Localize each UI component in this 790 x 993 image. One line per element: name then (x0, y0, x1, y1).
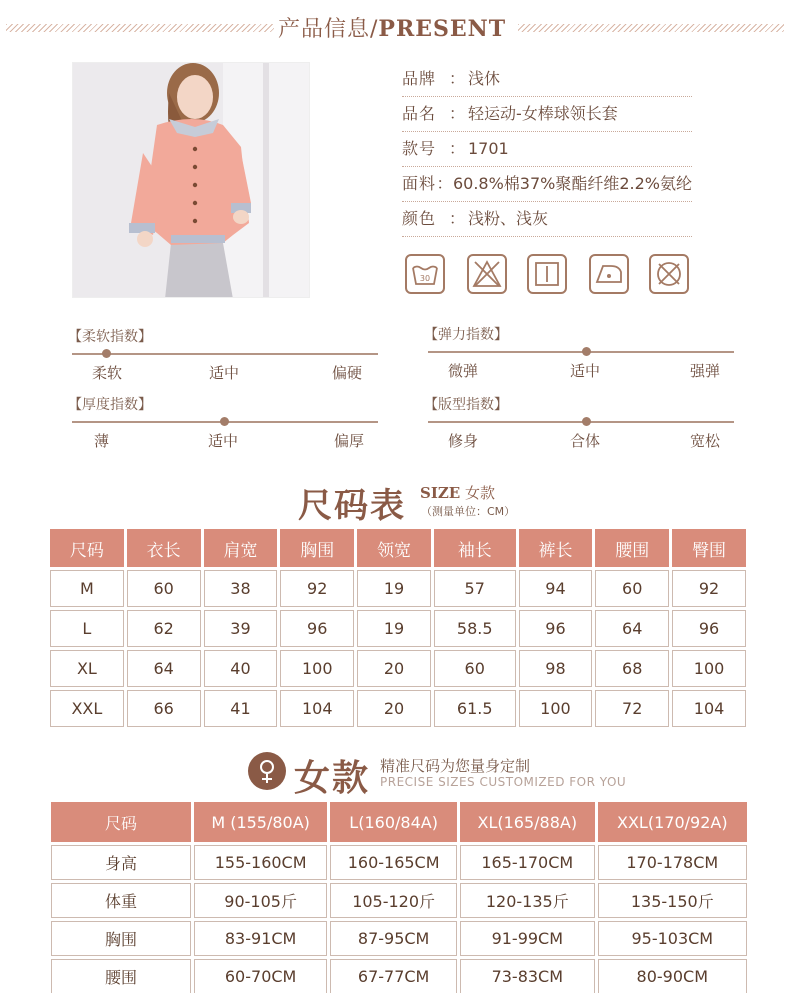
index-label: 【柔软指数】 (68, 329, 152, 345)
table-cell: 96 (519, 610, 593, 647)
table-row (50, 650, 746, 687)
table-cell: XXL (50, 690, 124, 727)
table-cell: 胸围 (51, 921, 191, 956)
column-header: 尺码 (51, 802, 191, 842)
table-cell: 20 (357, 690, 431, 727)
table-cell: 19 (357, 610, 431, 647)
table-cell: 60 (434, 650, 516, 687)
index-option: 合体 (570, 432, 601, 450)
column-header: 尺码 (50, 529, 124, 567)
fit-index (424, 394, 734, 450)
women-table-header-row (51, 802, 747, 842)
model-illustration (73, 63, 310, 298)
table-cell: 91-99CM (460, 921, 595, 956)
size-table-header-row (50, 529, 746, 567)
svg-text:30: 30 (419, 274, 431, 283)
column-header: M (155/80A) (194, 802, 327, 842)
size-table-title: 尺码表 (298, 486, 406, 526)
table-cell: 95-103CM (598, 921, 747, 956)
product-info-list (402, 62, 692, 237)
info-key: 品牌 (402, 69, 437, 88)
index-option: 强弹 (690, 362, 721, 380)
table-cell: 120-135斤 (460, 883, 595, 918)
column-header: XXL(170/92A) (598, 802, 747, 842)
header-title: 产品信息/PRESENT (278, 16, 507, 42)
elasticity-index (424, 324, 734, 380)
table-cell: 135-150斤 (598, 883, 747, 918)
index-scale-line (428, 421, 734, 423)
table-cell: 155-160CM (194, 845, 327, 880)
index-option: 偏硬 (332, 364, 363, 382)
table-cell: 64 (595, 610, 669, 647)
info-row-name: 品名 ： 轻运动-女棒球领长套 (402, 97, 692, 132)
index-option: 薄 (94, 432, 110, 450)
table-cell: 104 (672, 690, 746, 727)
column-header: 裤长 (519, 529, 593, 567)
index-option: 修身 (448, 432, 479, 450)
table-cell: 96 (672, 610, 746, 647)
table-cell: 92 (280, 570, 354, 607)
table-cell: 72 (595, 690, 669, 727)
wash-30-icon (405, 254, 445, 294)
table-cell: 身高 (51, 845, 191, 880)
table-cell: 体重 (51, 883, 191, 918)
table-cell: M (50, 570, 124, 607)
table-row (51, 959, 747, 993)
table-cell: 19 (357, 570, 431, 607)
table-cell: 92 (672, 570, 746, 607)
column-header: 腰围 (595, 529, 669, 567)
size-table-unit: （测量单位：CM） (421, 505, 516, 518)
iron-low-icon (589, 254, 629, 294)
table-cell: 64 (127, 650, 201, 687)
index-scale-line (72, 353, 378, 355)
table-cell: 80-90CM (598, 959, 747, 993)
info-key: 款号 (402, 139, 437, 158)
table-row (50, 570, 746, 607)
table-cell: XL (50, 650, 124, 687)
column-header: 臀围 (672, 529, 746, 567)
size-table (47, 526, 749, 730)
table-row (51, 921, 747, 956)
table-cell: 100 (672, 650, 746, 687)
table-cell: 100 (280, 650, 354, 687)
size-table-title-en: SIZE 女款 (420, 484, 496, 502)
table-cell: 20 (357, 650, 431, 687)
info-key: 品名 (402, 104, 437, 123)
softness-index (68, 326, 378, 382)
table-cell: 165-170CM (460, 845, 595, 880)
table-cell: 160-165CM (330, 845, 457, 880)
index-label: 【弹力指数】 (424, 327, 508, 343)
info-value: 60.8%棉37%聚酯纤维2.2%氨纶 (452, 174, 692, 193)
column-header: 领宽 (357, 529, 431, 567)
column-header: 胸围 (280, 529, 354, 567)
column-header: 衣长 (127, 529, 201, 567)
info-value: 浅粉、浅灰 (468, 209, 549, 228)
info-row-brand: 品牌 ： 浅休 (402, 62, 692, 97)
index-option: 适中 (570, 362, 601, 380)
info-row-style-no: 款号 ： 1701 (402, 132, 692, 167)
info-key: 面料 (402, 174, 437, 193)
info-value: 1701 (468, 139, 509, 158)
index-option: 适中 (208, 432, 239, 450)
no-dryclean-icon (649, 254, 689, 294)
table-cell: 39 (204, 610, 278, 647)
table-cell: 67-77CM (330, 959, 457, 993)
women-subtitle: 精准尺码为您量身定制 (380, 757, 531, 775)
table-cell: 87-95CM (330, 921, 457, 956)
table-cell: 41 (204, 690, 278, 727)
table-cell: 66 (127, 690, 201, 727)
women-size-table (48, 799, 750, 993)
female-icon (248, 752, 286, 790)
table-cell: 94 (519, 570, 593, 607)
table-cell: 100 (519, 690, 593, 727)
table-row (50, 610, 746, 647)
index-option: 柔软 (92, 364, 123, 382)
index-scale-line (428, 351, 734, 353)
section-header-present (0, 8, 790, 46)
info-key: 颜色 (402, 209, 437, 228)
index-option: 微弹 (448, 362, 479, 380)
index-label: 【版型指数】 (424, 397, 508, 413)
table-cell: 73-83CM (460, 959, 595, 993)
table-cell: 60 (595, 570, 669, 607)
info-row-fabric: 面料 ： 60.8%棉37%聚酯纤维2.2%氨纶 (402, 167, 692, 202)
info-value: 轻运动-女棒球领长套 (468, 104, 618, 123)
table-cell: 58.5 (434, 610, 516, 647)
index-option: 偏厚 (334, 432, 365, 450)
column-header: L(160/84A) (330, 802, 457, 842)
table-cell: 68 (595, 650, 669, 687)
column-header: 袖长 (434, 529, 516, 567)
care-icons (405, 254, 695, 296)
women-subtitle-en: PRECISE SIZES CUSTOMIZED FOR YOU (380, 775, 627, 789)
info-row-color: 颜色 ： 浅粉、浅灰 (402, 202, 692, 237)
index-option: 宽松 (690, 432, 721, 450)
table-cell: 腰围 (51, 959, 191, 993)
table-cell: 60-70CM (194, 959, 327, 993)
table-row (51, 883, 747, 918)
header-stripe-right (518, 24, 784, 32)
table-cell: 83-91CM (194, 921, 327, 956)
table-cell: 62 (127, 610, 201, 647)
table-cell: 90-105斤 (194, 883, 327, 918)
index-marker (102, 349, 111, 358)
info-value: 浅休 (468, 69, 501, 88)
column-header: XL(165/88A) (460, 802, 595, 842)
table-cell: 60 (127, 570, 201, 607)
table-cell: 38 (204, 570, 278, 607)
column-header: 肩宽 (204, 529, 278, 567)
women-title: 女款 (294, 758, 371, 799)
hang-dry-icon (527, 254, 567, 294)
header-stripe-left (6, 24, 274, 32)
table-cell: 170-178CM (598, 845, 747, 880)
table-row (51, 845, 747, 880)
index-label: 【厚度指数】 (68, 397, 152, 413)
table-cell: 96 (280, 610, 354, 647)
thickness-index (68, 394, 378, 450)
table-row (50, 690, 746, 727)
table-cell: L (50, 610, 124, 647)
table-cell: 105-120斤 (330, 883, 457, 918)
index-option: 适中 (209, 364, 240, 382)
table-cell: 98 (519, 650, 593, 687)
table-cell: 104 (280, 690, 354, 727)
table-cell: 57 (434, 570, 516, 607)
index-marker (582, 417, 591, 426)
index-marker (582, 347, 591, 356)
no-bleach-icon (467, 254, 507, 294)
index-marker (220, 417, 229, 426)
table-cell: 40 (204, 650, 278, 687)
product-photo (72, 62, 310, 298)
table-cell: 61.5 (434, 690, 516, 727)
